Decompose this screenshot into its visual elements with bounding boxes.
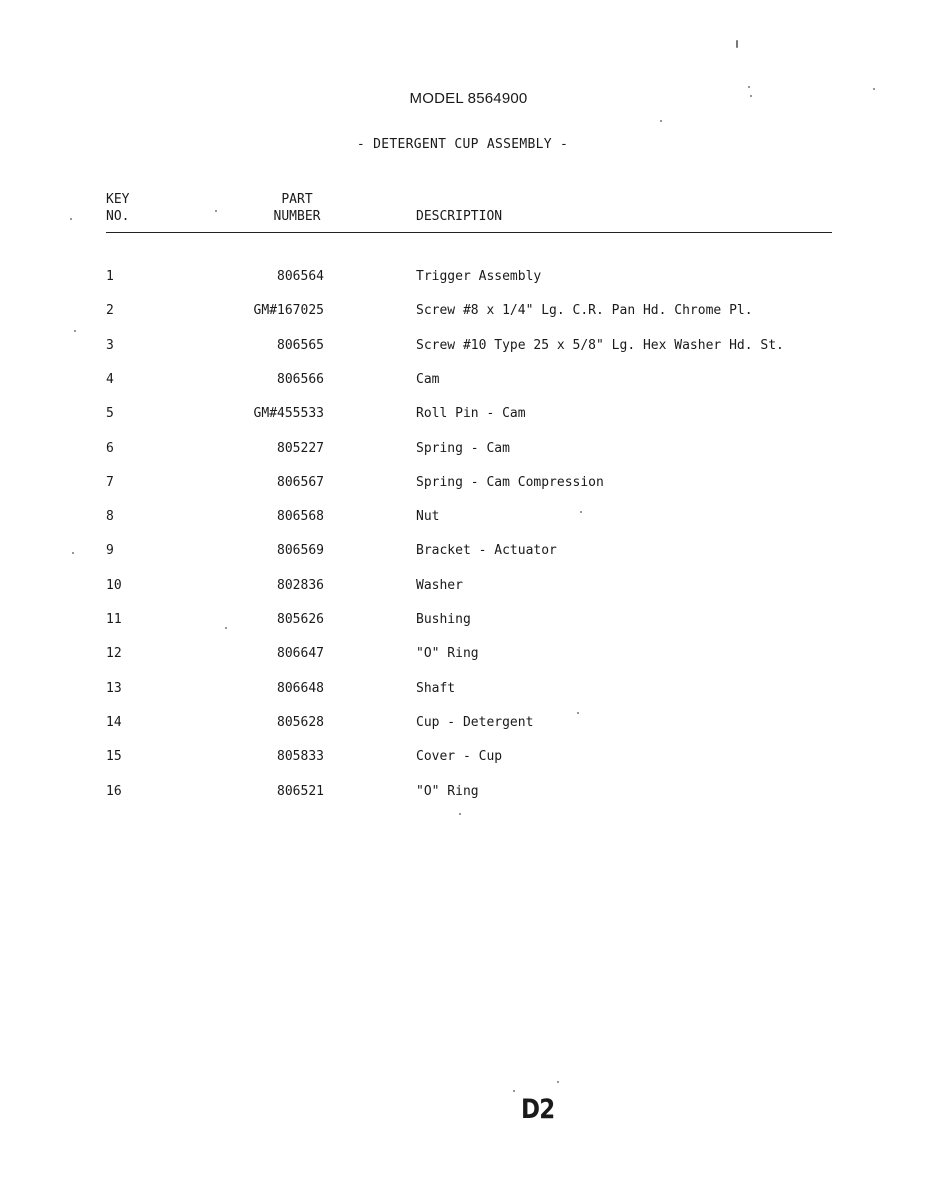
parts-row: [0, 749, 947, 769]
part-description: Cam: [416, 372, 440, 387]
scan-speck: [580, 511, 582, 513]
column-header-part-line2: NUMBER: [273, 209, 321, 224]
parts-row: [0, 681, 947, 701]
part-number: 802836: [277, 578, 324, 593]
key-number: 4: [106, 372, 114, 387]
part-description: Nut: [416, 509, 440, 524]
key-number: 3: [106, 338, 114, 353]
scan-speck: [736, 40, 738, 48]
part-description: Bushing: [416, 612, 471, 627]
column-header-description: DESCRIPTION: [416, 209, 503, 224]
part-description: Cup - Detergent: [416, 715, 534, 730]
parts-row: [0, 372, 947, 392]
parts-row: [0, 441, 947, 461]
parts-row: [0, 406, 947, 426]
page-number: D2: [521, 1094, 555, 1125]
scan-speck: [74, 330, 76, 332]
key-number: 6: [106, 441, 114, 456]
column-header-key-line2: NO.: [106, 209, 130, 224]
part-description: "O" Ring: [416, 784, 479, 799]
part-description: Cover - Cup: [416, 749, 503, 764]
part-number: 806564: [277, 269, 324, 284]
scan-speck: [750, 95, 752, 97]
part-description: Washer: [416, 578, 463, 593]
part-number: 806568: [277, 509, 324, 524]
scan-speck: [660, 120, 662, 122]
key-number: 15: [106, 749, 122, 764]
scan-speck: [215, 210, 217, 212]
scan-speck: [459, 813, 461, 815]
parts-row: [0, 303, 947, 323]
parts-row: [0, 715, 947, 735]
parts-row: [0, 578, 947, 598]
scan-speck: [873, 88, 875, 90]
header-divider: [106, 232, 832, 233]
key-number: 8: [106, 509, 114, 524]
part-number: 806647: [277, 646, 324, 661]
scan-speck: [225, 627, 227, 629]
part-number: 805626: [277, 612, 324, 627]
parts-row: [0, 338, 947, 358]
part-description: Screw #8 x 1/4" Lg. C.R. Pan Hd. Chrome Pl.: [416, 303, 753, 318]
scan-speck: [70, 218, 72, 220]
part-description: Screw #10 Type 25 x 5/8" Lg. Hex Washer Hd. St.: [416, 338, 784, 353]
key-number: 5: [106, 406, 114, 421]
part-number: 805628: [277, 715, 324, 730]
scan-speck: [557, 1081, 559, 1083]
section-title: [0, 137, 947, 152]
key-number: 7: [106, 475, 114, 490]
scan-speck: [72, 552, 74, 554]
scan-speck: [748, 86, 750, 88]
part-number: 806521: [277, 784, 324, 799]
key-number: 12: [106, 646, 122, 661]
part-number: 806569: [277, 543, 324, 558]
parts-row: [0, 509, 947, 529]
model-title: [0, 90, 947, 107]
part-number: 806567: [277, 475, 324, 490]
key-number: 16: [106, 784, 122, 799]
part-number: 805833: [277, 749, 324, 764]
model-title-text: MODEL 8564900: [409, 90, 528, 107]
key-number: 2: [106, 303, 114, 318]
part-number: GM#455533: [253, 406, 324, 421]
part-description: Bracket - Actuator: [416, 543, 557, 558]
part-number: 806566: [277, 372, 324, 387]
key-number: 9: [106, 543, 114, 558]
parts-row: [0, 543, 947, 563]
scan-speck: [513, 1090, 515, 1092]
key-number: 11: [106, 612, 122, 627]
parts-row: [0, 612, 947, 632]
parts-row: [0, 269, 947, 289]
key-number: 10: [106, 578, 122, 593]
parts-row: [0, 784, 947, 804]
scan-speck: [577, 712, 579, 714]
part-description: Trigger Assembly: [416, 269, 542, 284]
part-number: 806565: [277, 338, 324, 353]
part-number: 805227: [277, 441, 324, 456]
parts-row: [0, 646, 947, 666]
section-title-text: - DETERGENT CUP ASSEMBLY -: [356, 137, 569, 152]
part-description: Spring - Cam: [416, 441, 510, 456]
key-number: 1: [106, 269, 114, 284]
column-header-key-line1: KEY: [106, 192, 130, 207]
column-header-key-no: [106, 191, 129, 225]
part-description: Spring - Cam Compression: [416, 475, 604, 490]
part-number: 806648: [277, 681, 324, 696]
column-header-part-line1: PART: [281, 192, 313, 207]
part-description: "O" Ring: [416, 646, 479, 661]
part-description: Roll Pin - Cam: [416, 406, 526, 421]
part-description: Shaft: [416, 681, 456, 696]
key-number: 14: [106, 715, 122, 730]
column-header-part-number: [270, 191, 324, 225]
part-number: GM#167025: [253, 303, 324, 318]
parts-row: [0, 475, 947, 495]
key-number: 13: [106, 681, 122, 696]
